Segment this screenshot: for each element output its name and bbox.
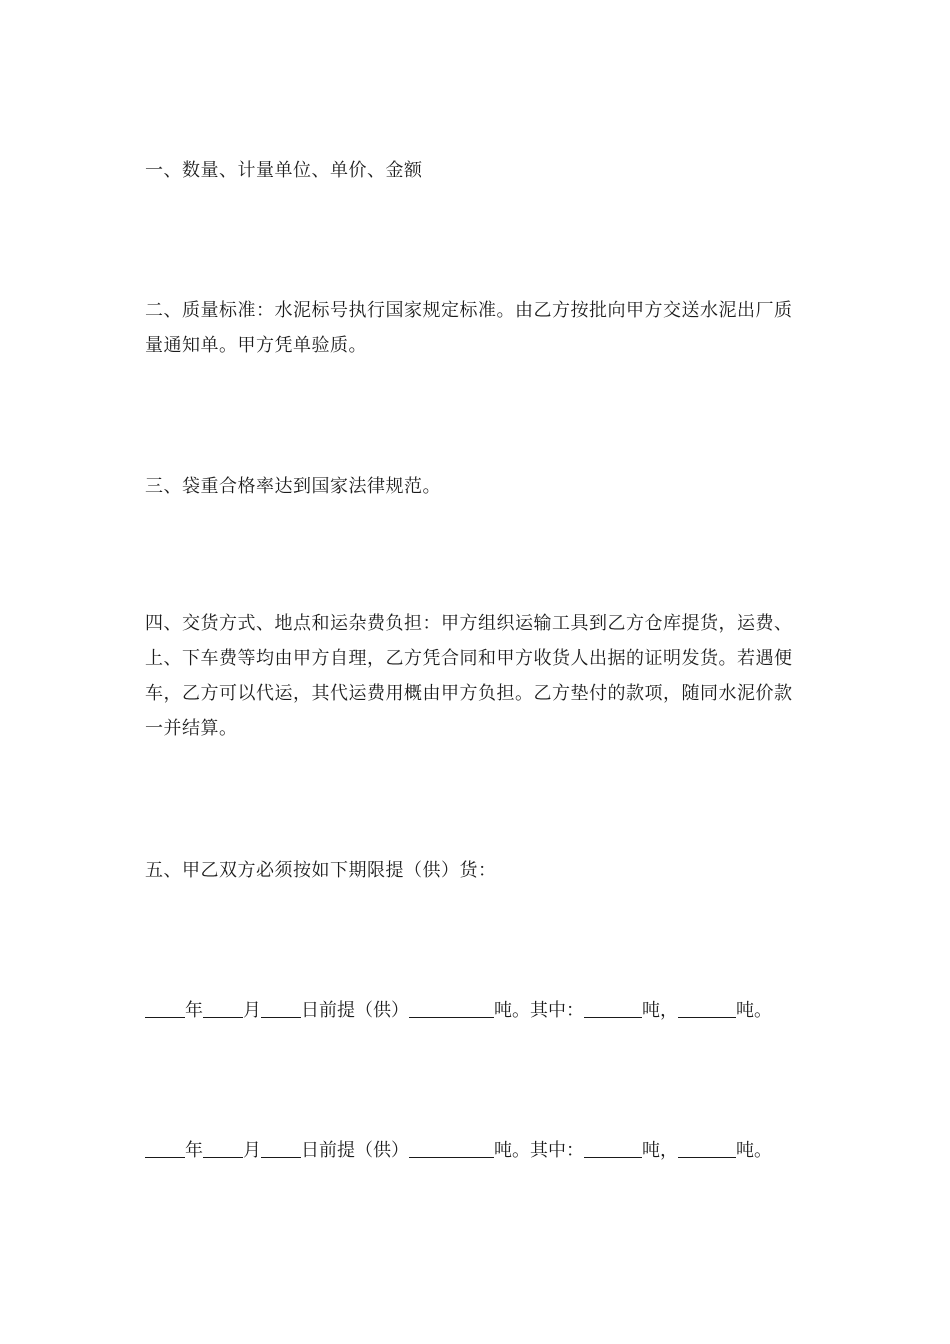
blank-year[interactable] [145,1139,185,1158]
label-ton-end: 吨。 [736,1000,772,1021]
label-month: 月 [243,1140,261,1161]
label-month: 月 [243,1000,261,1021]
blank-tons[interactable] [409,999,494,1018]
label-ton-of-which: 吨。其中： [494,1140,584,1161]
blank-tons[interactable] [409,1139,494,1158]
schedule-line-2 [145,1133,772,1168]
blank-day[interactable] [261,1139,301,1158]
blank-day[interactable] [261,999,301,1018]
label-day-delivery: 日前提（供） [301,1140,409,1161]
label-ton-of-which: 吨。其中： [494,1000,584,1021]
section-1-quantity: 一、数量、计量单位、单价、金额 [145,160,423,181]
blank-tons-b[interactable] [678,1139,736,1158]
blank-year[interactable] [145,999,185,1018]
section-2-quality: 二、质量标准：水泥标号执行国家规定标准。由乙方按批向甲方交送水泥出厂质量通知单。甲方凭单验质。 [145,300,793,356]
section-4-delivery: 四、交货方式、地点和运杂费负担：甲方组织运输工具到乙方仓库提货，运费、上、下车费等均由甲方自理，乙方凭合同和甲方收货人出据的证明发货。若遇便车，乙方可以代运，其代运费用概由甲方负担。乙方垫付的款项，随同水泥价款一并结算。 [145,613,793,739]
label-day-delivery: 日前提（供） [301,1000,409,1021]
section-5-schedule-heading: 五、甲乙双方必须按如下期限提（供）货： [145,860,497,881]
label-ton-end: 吨。 [736,1140,772,1161]
section-3-bag-weight: 三、袋重合格率达到国家法律规范。 [145,476,441,497]
blank-tons-a[interactable] [584,1139,642,1158]
blank-month[interactable] [203,1139,243,1158]
label-ton-comma: 吨， [642,1140,678,1161]
blank-tons-a[interactable] [584,999,642,1018]
label-year: 年 [185,1140,203,1161]
schedule-line-1 [145,993,772,1028]
blank-month[interactable] [203,999,243,1018]
label-ton-comma: 吨， [642,1000,678,1021]
blank-tons-b[interactable] [678,999,736,1018]
label-year: 年 [185,1000,203,1021]
